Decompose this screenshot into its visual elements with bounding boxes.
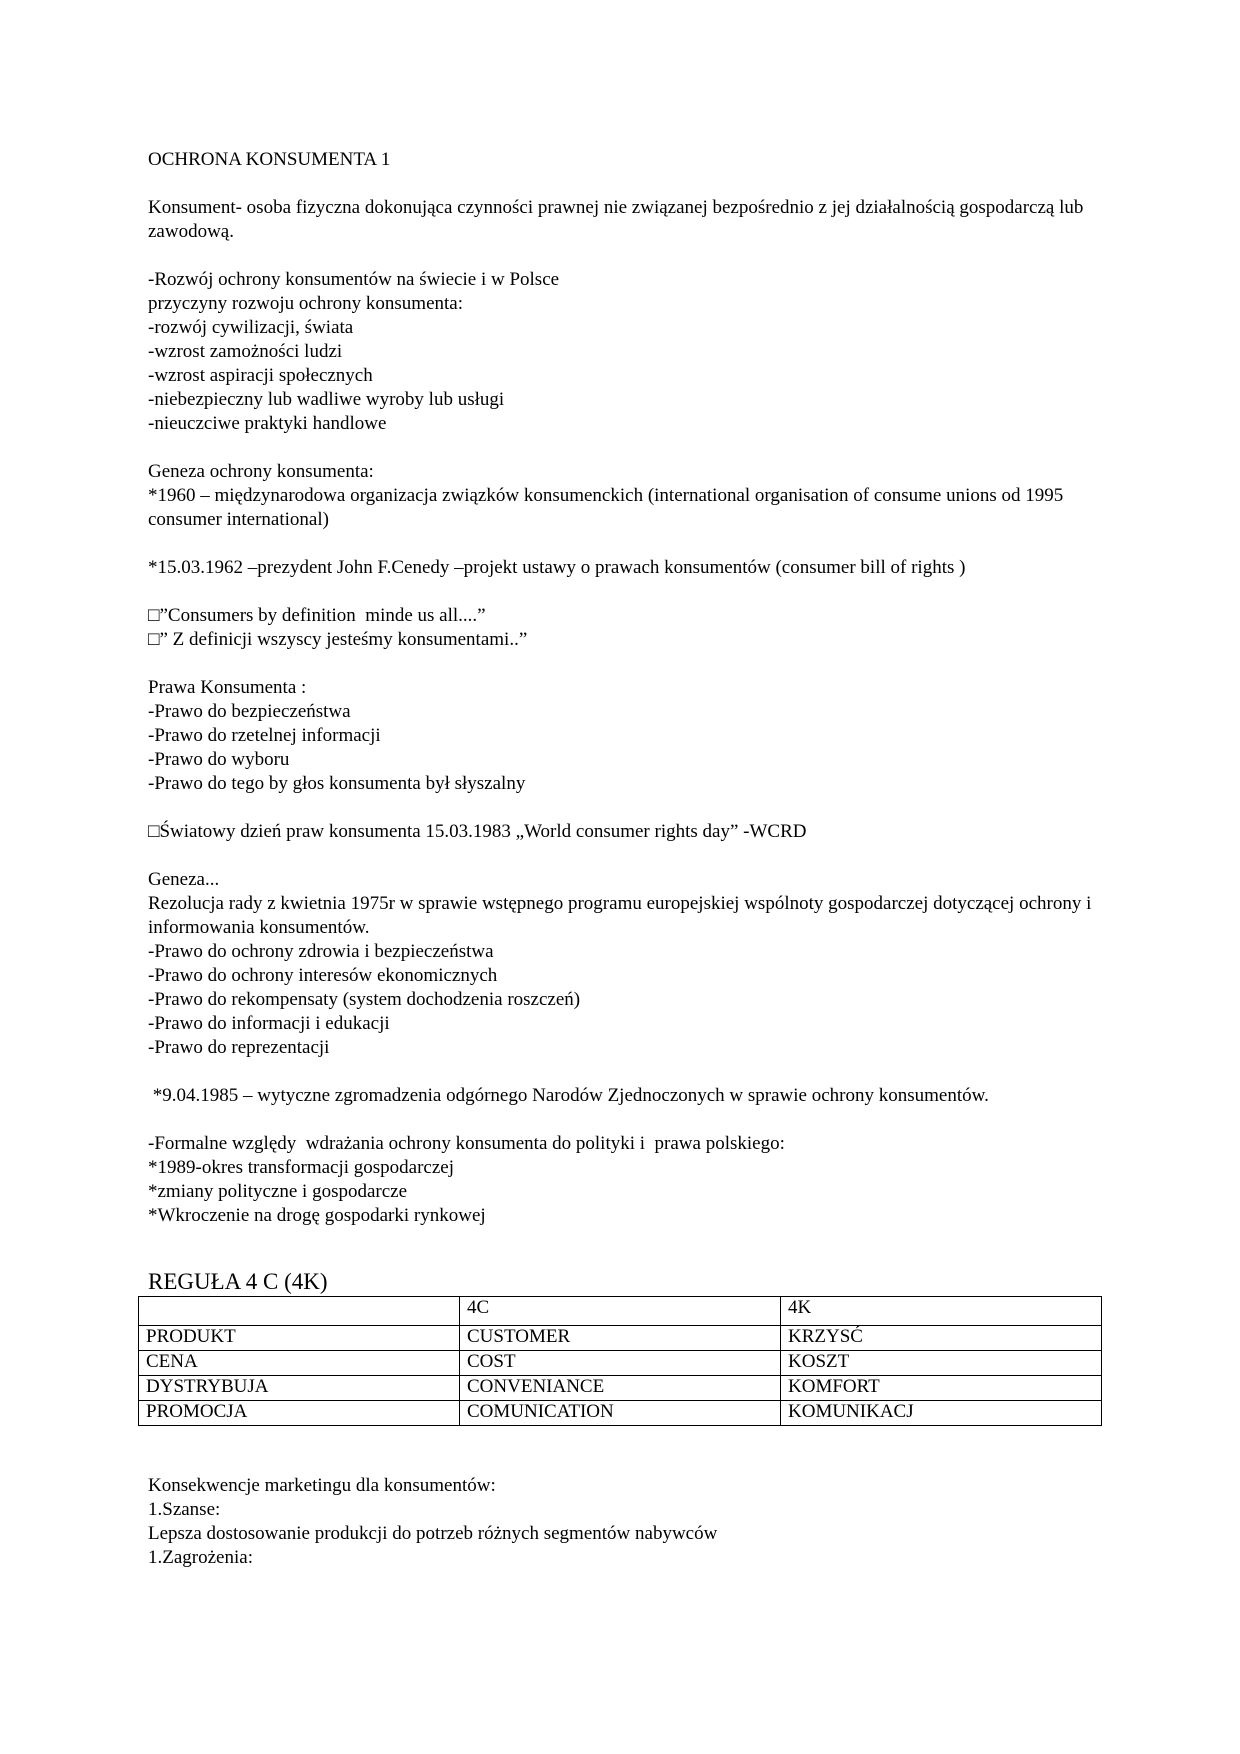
document-page xyxy=(148,148,1108,1570)
table-header-cell: 4K xyxy=(781,1297,1102,1326)
list-item: -Prawo do wyboru xyxy=(148,749,290,770)
genesis-heading: Geneza ochrony konsumenta: xyxy=(148,461,374,482)
world-day-line: □Światowy dzień praw konsumenta 15.03.1983 „World consumer rights day” -WCRD xyxy=(148,821,807,842)
table-cell: PRODUKT xyxy=(139,1326,460,1351)
table-cell: CENA xyxy=(139,1351,460,1376)
table-cell: PROMOCJA xyxy=(139,1401,460,1426)
quote-polish: □” Z definicji wszyscy jesteśmy konsumentami..” xyxy=(148,629,528,650)
list-item: *1989-okres transformacji gospodarczej xyxy=(148,1157,455,1178)
list-item: -nieuczciwe praktyki handlowe xyxy=(148,413,387,434)
document-title: OCHRONA KONSUMENTA 1 xyxy=(148,149,391,170)
genesis-item-1960: *1960 – międzynarodowa organizacja związków konsumenckich (international organisation of consume unions od 1995 consumer international) xyxy=(148,485,1069,530)
table-header-row xyxy=(139,1297,1102,1326)
list-item: -wzrost aspiracji społecznych xyxy=(148,365,373,386)
table-cell: DYSTRYBUJA xyxy=(139,1376,460,1401)
rights-heading: Prawa Konsumenta : xyxy=(148,677,307,698)
table-row xyxy=(139,1351,1102,1376)
development-section xyxy=(148,268,1108,436)
list-item: -Prawo do ochrony zdrowia i bezpieczeństwa xyxy=(148,941,494,962)
table-header-cell xyxy=(139,1297,460,1326)
table-cell: KOSZT xyxy=(781,1351,1102,1376)
genesis2-section xyxy=(148,868,1108,1060)
table-cell: CUSTOMER xyxy=(460,1326,781,1351)
definition-paragraph: Konsument- osoba fizyczna dokonująca czynności prawnej nie związanej bezpośrednio z jej działalnością gospodarczą lub zawodową. xyxy=(148,197,1089,242)
table-cell: KOMFORT xyxy=(781,1376,1102,1401)
chances-text: Lepsza dostosowanie produkcji do potrzeb różnych segmentów nabywców xyxy=(148,1523,718,1544)
formal-section xyxy=(148,1132,1108,1228)
list-item: -wzrost zamożności ludzi xyxy=(148,341,343,362)
table-cell: CONVENIANCE xyxy=(460,1376,781,1401)
genesis-section xyxy=(148,460,1108,652)
list-item: -Prawo do reprezentacji xyxy=(148,1037,330,1058)
threats-label: 1.Zagrożenia: xyxy=(148,1547,253,1568)
table-cell: COMUNICATION xyxy=(460,1401,781,1426)
genesis-item-1962: *15.03.1962 –prezydent John F.Cenedy –projekt ustawy o prawach konsumentów (consumer bill of rights ) xyxy=(148,557,966,578)
rule-title: REGUŁA 4 C (4K) xyxy=(148,1269,328,1294)
development-heading: -Rozwój ochrony konsumentów na świecie i w Polsce xyxy=(148,269,560,290)
list-item: -Prawo do rekompensaty (system dochodzenia roszczeń) xyxy=(148,989,581,1010)
table-row xyxy=(139,1376,1102,1401)
list-item: *zmiany polityczne i gospodarcze xyxy=(148,1181,408,1202)
list-item: -Prawo do ochrony interesów ekonomicznych xyxy=(148,965,498,986)
genesis2-heading: Geneza... xyxy=(148,869,220,890)
list-item: -Prawo do tego by głos konsumenta był słyszalny xyxy=(148,773,526,794)
chances-label: 1.Szanse: xyxy=(148,1499,221,1520)
list-item: -niebezpieczny lub wadliwe wyroby lub usługi xyxy=(148,389,505,410)
bullet-icon: □ xyxy=(148,629,160,650)
list-item: -Prawo do bezpieczeństwa xyxy=(148,701,351,722)
quote-english: □”Consumers by definition minde us all....” xyxy=(148,605,486,626)
formal-heading: -Formalne względy wdrażania ochrony konsumenta do polityki i prawa polskiego: xyxy=(148,1133,785,1154)
table-cell: KRZYSĆ xyxy=(781,1326,1102,1351)
rights-section xyxy=(148,676,1108,796)
list-item: -rozwój cywilizacji, świata xyxy=(148,317,354,338)
table-header-cell: 4C xyxy=(460,1297,781,1326)
table-cell: COST xyxy=(460,1351,781,1376)
bullet-icon: □ xyxy=(148,821,160,842)
list-item: -Prawo do rzetelnej informacji xyxy=(148,725,381,746)
list-item: *Wkroczenie na drogę gospodarki rynkowej xyxy=(148,1205,486,1226)
list-item: -Prawo do informacji i edukacji xyxy=(148,1013,390,1034)
resolution-paragraph: Rezolucja rady z kwietnia 1975r w sprawie wstępnego programu europejskiej wspólnoty gospodarczej dotyczącej ochrony i informowania konsumentów. xyxy=(148,893,1097,938)
rule-4c-table xyxy=(138,1296,1102,1426)
consequences-section xyxy=(148,1474,1108,1570)
table-row xyxy=(139,1401,1102,1426)
bullet-icon: □ xyxy=(148,605,160,626)
table-row xyxy=(139,1326,1102,1351)
un-1985-line: *9.04.1985 – wytyczne zgromadzenia odgórnego Narodów Zjednoczonych w sprawie ochrony konsumentów. xyxy=(148,1085,989,1106)
development-subheading: przyczyny rozwoju ochrony konsumenta: xyxy=(148,293,463,314)
consequences-heading: Konsekwencje marketingu dla konsumentów: xyxy=(148,1475,496,1496)
table-cell: KOMUNIKACJ xyxy=(781,1401,1102,1426)
